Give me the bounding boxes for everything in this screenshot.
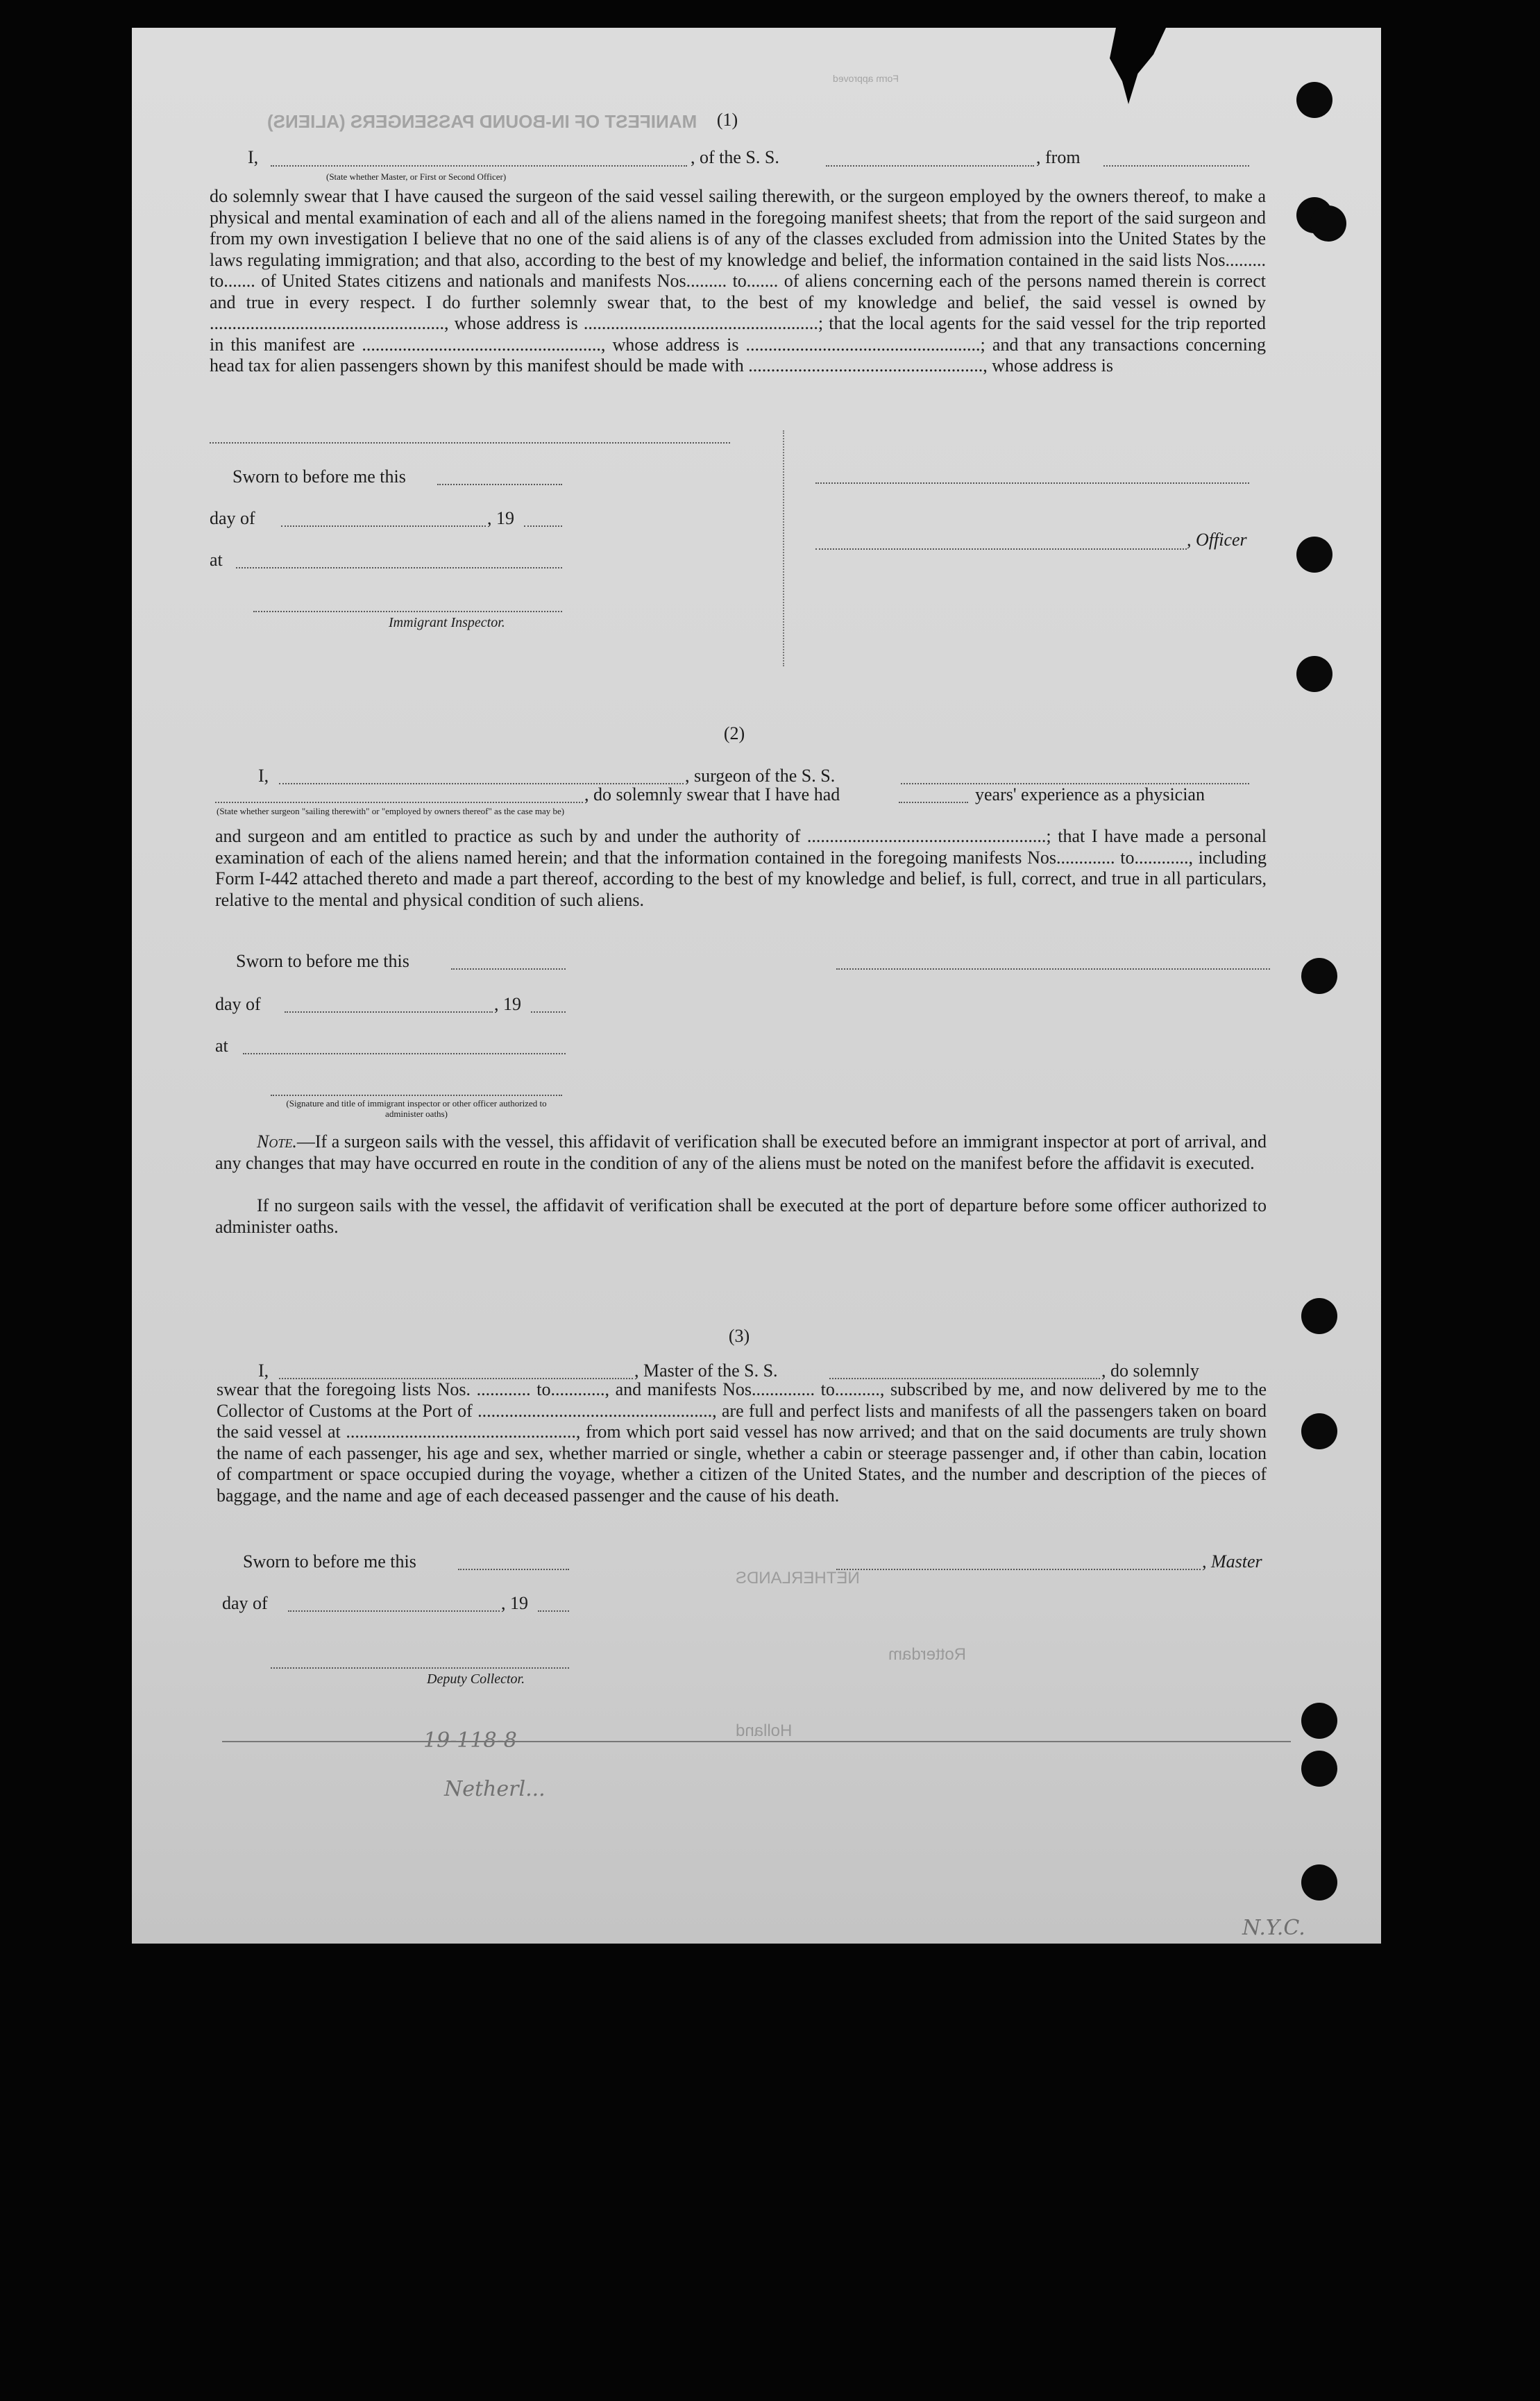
- s3-day-blank: [288, 1610, 500, 1612]
- s2-sig-caption: (Signature and title of immigrant inspector or other officer authorized to administer oaths): [286, 1098, 547, 1119]
- s3-line1-prefix: I,: [258, 1360, 269, 1381]
- s2-day-of: day of: [215, 994, 261, 1014]
- bleed-typed-3: Holland: [736, 1721, 793, 1740]
- s1-officer-line: [815, 548, 1187, 550]
- bleed-hand-2: Netherl...: [444, 1777, 545, 1801]
- s1-line1-prefix: I,: [248, 147, 259, 167]
- s1-sworn: Sworn to before me this: [232, 466, 406, 487]
- s2-sworn: Sworn to before me this: [236, 951, 409, 971]
- s2-at: at: [215, 1036, 228, 1056]
- s1-day-blank: [281, 525, 486, 527]
- s2-caption: (State whether surgeon "sailing therewith" or "employed by owners thereof" as the case may be): [217, 806, 565, 816]
- s2-line1-prefix: I,: [258, 766, 269, 786]
- s1-name-blank: [271, 165, 687, 167]
- s1-from-blank: [1103, 165, 1249, 167]
- s2-line1-mid: , surgeon of the S. S.: [685, 766, 836, 786]
- s1-officer: , Officer: [1187, 530, 1247, 550]
- bleed-small: Form approved: [833, 73, 899, 84]
- s2-at-blank: [243, 1053, 566, 1054]
- s3-day-of: day of: [222, 1593, 268, 1613]
- binder-hole-4: [1296, 537, 1332, 573]
- s2-line2-mid: , do solemnly swear that I have had: [584, 784, 840, 804]
- s3-collector-line: [271, 1667, 569, 1669]
- s3-year: , 19: [501, 1593, 528, 1613]
- s1-ship-blank: [826, 165, 1034, 167]
- s2-years-blank: [899, 802, 968, 803]
- s3-sworn: Sworn to before me this: [243, 1551, 416, 1572]
- binder-hole-9: [1301, 1703, 1337, 1739]
- s3-sworn-blank: [458, 1569, 569, 1570]
- s2-note: [215, 1131, 1267, 1174]
- bleed-typed-2: Rotterdam: [888, 1645, 967, 1664]
- binder-hole-5: [1296, 656, 1332, 692]
- s1-split-rule: [210, 442, 730, 444]
- s2-sig-line: [836, 968, 1270, 970]
- s2-note-text: —If a surgeon sails with the vessel, this affidavit of verification shall be executed before an immigrant inspector at port of arrival, and any changes that may have occurred en route in the condition of any of the aliens must be noted on the manifest before the affidavit is executed.: [215, 1131, 1267, 1173]
- binder-hole-10: [1301, 1751, 1337, 1787]
- s3-collector: Deputy Collector.: [427, 1671, 525, 1687]
- s2-body: and surgeon and am entitled to practice as such by and under the authority of .....................................................; that I have made a personal examination of each of the aliens named herein; and that the information contained in the foregoing manifests Nos............. to............, including Form I-442 attached thereto and made a part thereof, according to the best of my knowledge and belief, is full, correct, and true in all particulars, relative to the mental and physical condition of such aliens.: [215, 826, 1267, 910]
- s1-at: at: [210, 550, 223, 570]
- bleed-typed-1: NETHERLANDS: [736, 1569, 860, 1587]
- bleed-hand-3: N.Y.C.: [1242, 1916, 1305, 1940]
- binder-hole-11: [1301, 1864, 1337, 1901]
- s1-caption: (State whether Master, or First or Second Officer): [326, 171, 507, 182]
- bleed-table-line: [222, 1741, 1291, 1742]
- s3-line1-end: , do solemnly: [1101, 1360, 1199, 1381]
- manifest-page: [132, 28, 1381, 1944]
- binder-hole-6: [1301, 958, 1337, 994]
- bleed-title: MANIFEST OF IN-BOUND PASSENGERS (ALIENS): [267, 111, 697, 132]
- section-1-number: (1): [716, 110, 738, 130]
- s1-inspector-line: [253, 611, 562, 612]
- s1-officer-line-top: [815, 482, 1249, 484]
- s3-master-line: [836, 1569, 1201, 1570]
- s1-year-blank: [524, 525, 562, 527]
- s2-role-blank: [215, 802, 583, 803]
- s1-vertical-divider: [783, 430, 784, 666]
- bleed-hand-1: 19-118-8: [423, 1728, 517, 1753]
- s2-year-blank: [531, 1011, 566, 1013]
- binder-hole-3: [1310, 205, 1346, 242]
- s3-year-blank: [538, 1610, 569, 1612]
- s1-body: do solemnly swear that I have caused the surgeon of the said vessel sailing therewith, or the surgeon employed by the owners thereof, to make a physical and mental examination of each and all of the aliens named in the foregoing manifest sheets; that from the report of the said surgeon and from my own investigation I believe that no one of the said aliens is of any of the classes excluded from admission into the United States by the laws regulating immigration; and that also, according to the best of my knowledge and belief, the information contained in the said lists Nos......... to....... of United States citizens and nationals and manifests Nos......... to....... of aliens concerning each of the persons named therein is correct and true in every respect. I do further solemnly swear that, to the best of my knowledge and belief, the said vessel is owned by ...................................................., whose address is ....................................................; that the local agents for the said vessel for the trip reported in this manifest are ....................................................., whose address is ....................................................; and that any transactions concerning head tax for alien passengers shown by this manifest should be made with ...................................................., whose address is: [210, 186, 1266, 376]
- section-3-number: (3): [728, 1326, 750, 1346]
- s2-sworn-blank: [451, 968, 566, 970]
- s1-line1-mid: , of the S. S.: [691, 147, 779, 167]
- s3-line1-mid: , Master of the S. S.: [634, 1360, 778, 1381]
- binder-hole-7: [1301, 1298, 1337, 1334]
- s2-note2: If no surgeon sails with the vessel, the affidavit of verification shall be executed at the port of departure before some officer authorized to administer oaths.: [215, 1195, 1267, 1237]
- s2-line2-end: years' experience as a physician: [975, 784, 1205, 804]
- s1-sworn-blank: [437, 484, 562, 485]
- s1-line1-end: , from: [1036, 147, 1081, 167]
- s3-body: swear that the foregoing lists Nos. ............ to............, and manifests Nos.............. to.........., subscribed by me, and now delivered by me to the Collector of Customs at the Port of ...................................................., are full and perfect lists and manifests of all the passengers taken on board the said vessel at ..................................................., from which port said vessel has now arrived; and that on the said documents are truly shown the name of each passenger, his age and sex, whether married or single, whether a cabin or steerage passenger and, if other than cabin, location of compartment or space occupied during the voyage, whether a citizen of the United States, and the number and description of the pieces of baggage, and the name and age of each deceased passenger and the cause of his death.: [217, 1379, 1267, 1506]
- s1-year: , 19: [487, 508, 514, 528]
- s2-day-blank: [285, 1011, 493, 1013]
- s3-master: , Master: [1202, 1551, 1262, 1572]
- section-2-number: (2): [723, 723, 745, 743]
- s1-day-of: day of: [210, 508, 255, 528]
- s1-inspector: Immigrant Inspector.: [389, 615, 505, 630]
- s2-year: , 19: [494, 994, 521, 1014]
- binder-hole-8: [1301, 1413, 1337, 1449]
- s2-inspector-line: [271, 1095, 562, 1096]
- s1-at-blank: [236, 567, 562, 568]
- s2-note-label: Note.: [257, 1131, 297, 1152]
- binder-hole-1: [1296, 82, 1332, 118]
